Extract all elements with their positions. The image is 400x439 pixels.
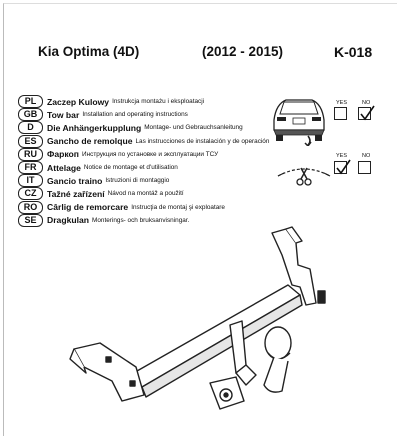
language-code-badge: GB xyxy=(18,108,43,121)
language-code-badge: PL xyxy=(18,95,43,108)
language-code-badge: ES xyxy=(18,135,43,148)
language-title: Фаркоп xyxy=(47,149,79,160)
yes-label: YES xyxy=(336,153,348,159)
language-code-badge: RU xyxy=(18,148,43,161)
language-row xyxy=(18,161,278,174)
language-description: Montage- und Gebrauchsanleitung xyxy=(144,124,243,132)
language-code-badge: RO xyxy=(18,201,43,214)
no-label: NO xyxy=(362,153,371,159)
language-row xyxy=(18,108,278,121)
language-description: Las instrucciones de instalación y de operación xyxy=(135,137,270,145)
language-title: Zaczep Kulowy xyxy=(47,96,110,107)
language-title: Tažné zařízení xyxy=(47,188,105,199)
language-row xyxy=(18,187,278,200)
language-title: Gancho de remolque xyxy=(47,136,133,147)
yes-label: YES xyxy=(336,100,348,106)
language-row xyxy=(18,95,278,108)
language-row xyxy=(18,135,278,148)
car-rear-bumper-icon xyxy=(268,90,330,146)
language-row xyxy=(18,174,278,187)
vehicle-model: Kia Optima (4D) xyxy=(38,44,140,59)
language-title: Cârlig de remorcare xyxy=(47,202,129,213)
language-title: Attelage xyxy=(47,162,81,173)
bumper-cutting-yes-checkbox[interactable] xyxy=(334,161,347,174)
language-description: Notice de montage et d'utilisation xyxy=(83,164,178,172)
bumper-removal-no-checkbox[interactable] xyxy=(358,107,371,120)
language-title: Dragkulan xyxy=(47,215,90,226)
language-description: Monterings- och bruksanvisningar. xyxy=(92,216,190,224)
checkmark-icon xyxy=(335,159,351,175)
language-description: Installation and operating instructions xyxy=(82,111,188,119)
language-code-badge: CZ xyxy=(18,187,43,200)
bumper-cut-scissors-icon xyxy=(276,160,332,190)
product-code: K-018 xyxy=(334,44,373,60)
language-list xyxy=(18,95,278,227)
language-code-badge: IT xyxy=(18,174,43,187)
language-description: Istruzioni di montaggio xyxy=(105,177,170,185)
language-description: Návod na montáž a použití xyxy=(107,190,184,198)
language-description: Инструкция по установке и эксплуатации ТСУ xyxy=(82,150,219,158)
model-years: (2012 - 2015) xyxy=(202,44,284,59)
language-title: Tow bar xyxy=(47,109,80,120)
language-code-badge: FR xyxy=(18,161,43,174)
language-row xyxy=(18,121,278,134)
language-title: Die Anhängerkupplung xyxy=(47,122,142,133)
language-description: Instrucţia de montaj şi exploatare xyxy=(131,203,225,211)
language-description: Instrukcja montażu i eksploatacji xyxy=(112,98,205,106)
checkmark-icon xyxy=(359,105,375,121)
language-title: Gancio traino xyxy=(47,175,103,186)
language-row xyxy=(18,148,278,161)
language-code-badge: D xyxy=(18,121,43,134)
language-code-badge: SE xyxy=(18,214,43,227)
bumper-cutting-no-checkbox[interactable] xyxy=(358,161,371,174)
no-label: NO xyxy=(362,100,371,106)
language-row xyxy=(18,201,278,214)
bumper-removal-yes-checkbox[interactable] xyxy=(334,107,347,120)
tow-bar-illustration xyxy=(60,225,335,435)
